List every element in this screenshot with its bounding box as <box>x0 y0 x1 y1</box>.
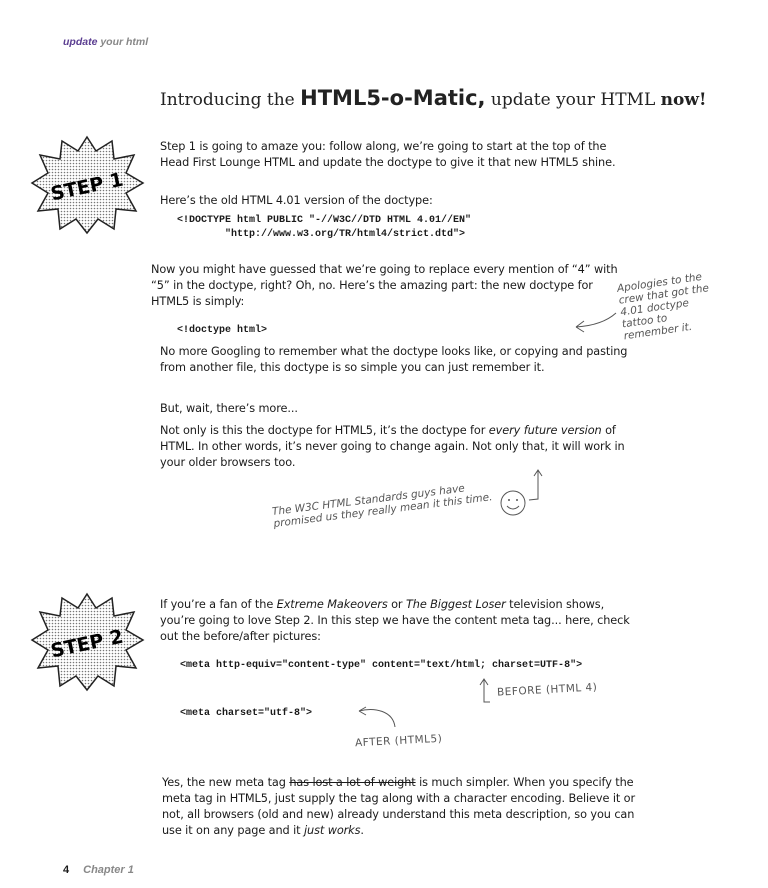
header-rest: your html <box>100 36 149 48</box>
page-title <box>160 86 706 110</box>
step2-starburst-icon <box>30 592 145 692</box>
step1-new-doctype-intro: Now you might have guessed that we’re going to replace every mention of “4” with “5” in the doctype, right? Oh, no. Here’s the amazing part: the new doctype for HTML5 is simply: <box>151 263 618 308</box>
page-number: 4 <box>63 864 70 876</box>
w3c-note: The W3C HTML Standards guys have promised us they really mean it this time. <box>271 482 494 530</box>
arrow-icon <box>570 310 620 335</box>
arrow-up-icon <box>478 676 496 706</box>
step2-badge: STEP 2 <box>48 625 126 663</box>
page-footer <box>63 864 134 876</box>
old-doctype-code: <!DOCTYPE html PUBLIC "-//W3C//DTD HTML 4.01//EN" "http://www.w3.org/TR/html4/strict.dtd"> <box>177 215 472 240</box>
title-now: now! <box>660 90 707 110</box>
t: If you’re a fan of the <box>160 598 277 611</box>
tattoo-note: Apologies to the crew that got the 4.01 doctype tattoo to remember it. <box>616 270 710 343</box>
smiley-icon <box>498 465 548 525</box>
t: is much simpler. When you specify the meta tag in HTML5, just supply the tag along with a character encoding. Believe it or not, all browsers (old and new) already understand this meta description, so you can use it on any page and it <box>162 776 636 837</box>
t-em: just works <box>303 824 361 837</box>
t-strike: has lost a lot of weight <box>289 776 416 789</box>
title-brand: HTML5-o-Matic, <box>300 86 486 110</box>
step1-more: But, wait, there’s more... <box>160 402 298 415</box>
arrow-left-icon <box>355 703 405 733</box>
before-label: BEFORE (HTML 4) <box>496 681 598 699</box>
step1-googling: No more Googling to remember what the doctype looks like, or copying and pasting from another file, this doctype is so simple you can just remember it. <box>160 345 628 374</box>
t-em: The Biggest Loser <box>405 598 506 611</box>
meta-before-code: <meta http-equiv="content-type" content="text/html; charset=UTF-8"> <box>180 660 583 671</box>
after-label: AFTER (HTML5) <box>354 732 443 750</box>
running-header <box>63 36 148 48</box>
step1-old-doctype-label: Here’s the old HTML 4.01 version of the doctype: <box>160 194 433 207</box>
step1-badge: STEP 1 <box>48 168 126 206</box>
t: Not only is this the doctype for HTML5, it’s the doctype for <box>160 424 489 437</box>
title-pre: Introducing the <box>160 90 301 110</box>
t: . <box>360 824 364 837</box>
t: Yes, the new meta tag <box>162 776 290 789</box>
header-word: update <box>63 36 98 48</box>
t-em: every future version <box>488 424 602 437</box>
title-post: update your HTML <box>485 90 661 110</box>
t: or <box>387 598 406 611</box>
meta-after-code: <meta charset="utf-8"> <box>180 708 313 719</box>
t: of HTML. In other words, it’s never going to change again. Not only that, it will work in your older browsers too. <box>160 424 625 469</box>
step2-summary <box>162 775 640 839</box>
step1-future <box>160 423 638 471</box>
chapter-label: Chapter 1 <box>83 864 134 876</box>
t: television shows, you’re going to love Step 2. In this step we have the content meta tag... here, check out the before/after pictures: <box>160 598 630 643</box>
step1-starburst-icon <box>30 135 145 235</box>
new-doctype-code: <!doctype html> <box>177 325 268 336</box>
step2-intro <box>160 597 638 645</box>
t-em: Extreme Makeovers <box>276 598 388 611</box>
step1-intro: Step 1 is going to amaze you: follow along, we’re going to start at the top of the Head First Lounge HTML and update the doctype to give it that new HTML5 shine. <box>160 140 616 169</box>
